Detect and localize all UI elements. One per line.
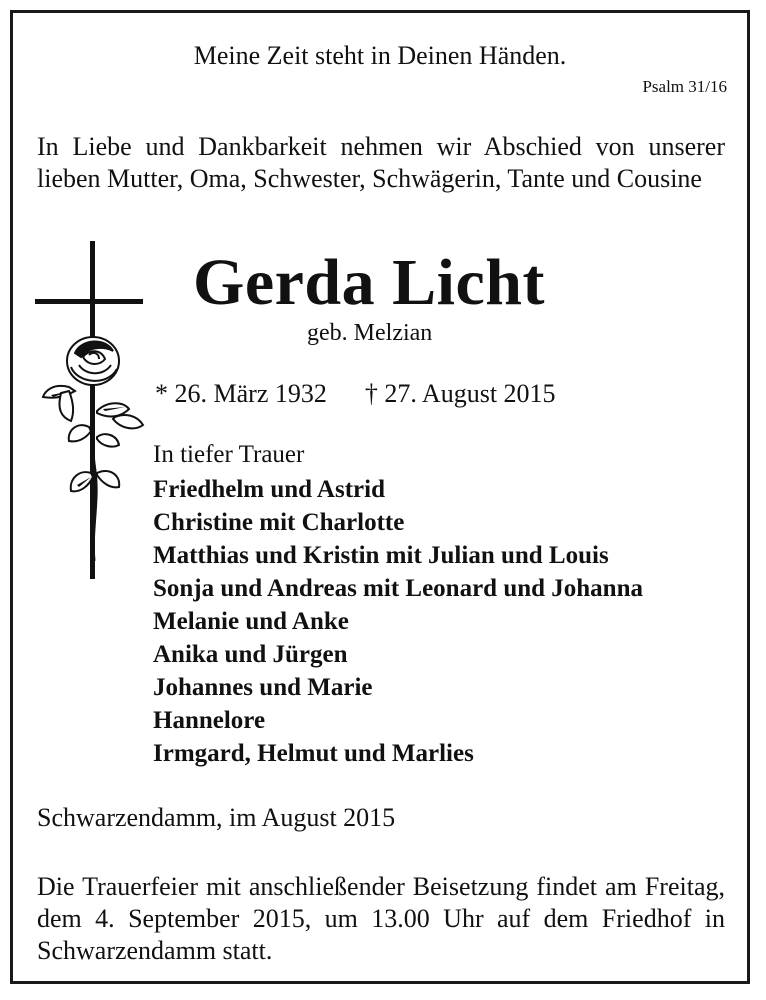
mourner-entry: Johannes und Marie [153,674,373,701]
maiden-name: geb. Melzian [307,320,433,346]
mourner-entry: Sonja und Andreas mit Leonard und Johanna [153,575,643,602]
obituary-notice [10,10,750,984]
psalm-reference: Psalm 31/16 [642,77,727,96]
deceased-name: Gerda Licht [193,246,545,319]
mourner-entry: Hannelore [153,707,266,734]
cross-with-rose-icon [31,241,151,581]
mourner-entry: Irmgard, Helmut und Marlies [153,740,474,767]
mourners-list [153,473,643,770]
birth-date: * 26. März 1932 [155,379,327,408]
mourning-label: In tiefer Trauer [153,441,305,468]
death-date: † 27. August 2015 [364,379,556,408]
place-and-date: Schwarzendamm, im August 2015 [37,803,396,832]
mourner-entry: Melanie und Anke [153,608,349,635]
mourner-entry: Friedhelm und Astrid [153,476,385,503]
mourner-entry: Christine mit Charlotte [153,509,405,536]
mourner-entry: Matthias und Kristin mit Julian und Louis [153,542,609,569]
motto-verse: Meine Zeit steht in Deinen Händen. [193,41,567,70]
ceremony-details: Die Trauerfeier mit anschließender Beisetzung findet am Freitag, dem 4. September 2015, um 13.00 Uhr auf dem Friedhof in Schwarzendamm statt. [37,872,725,965]
intro-text: In Liebe und Dankbarkeit nehmen wir Abschied von unserer lieben Mutter, Oma, Schwester, Schwägerin, Tante und Cousine [37,132,725,193]
mourner-entry: Anika und Jürgen [153,641,348,668]
life-dates [155,379,556,409]
